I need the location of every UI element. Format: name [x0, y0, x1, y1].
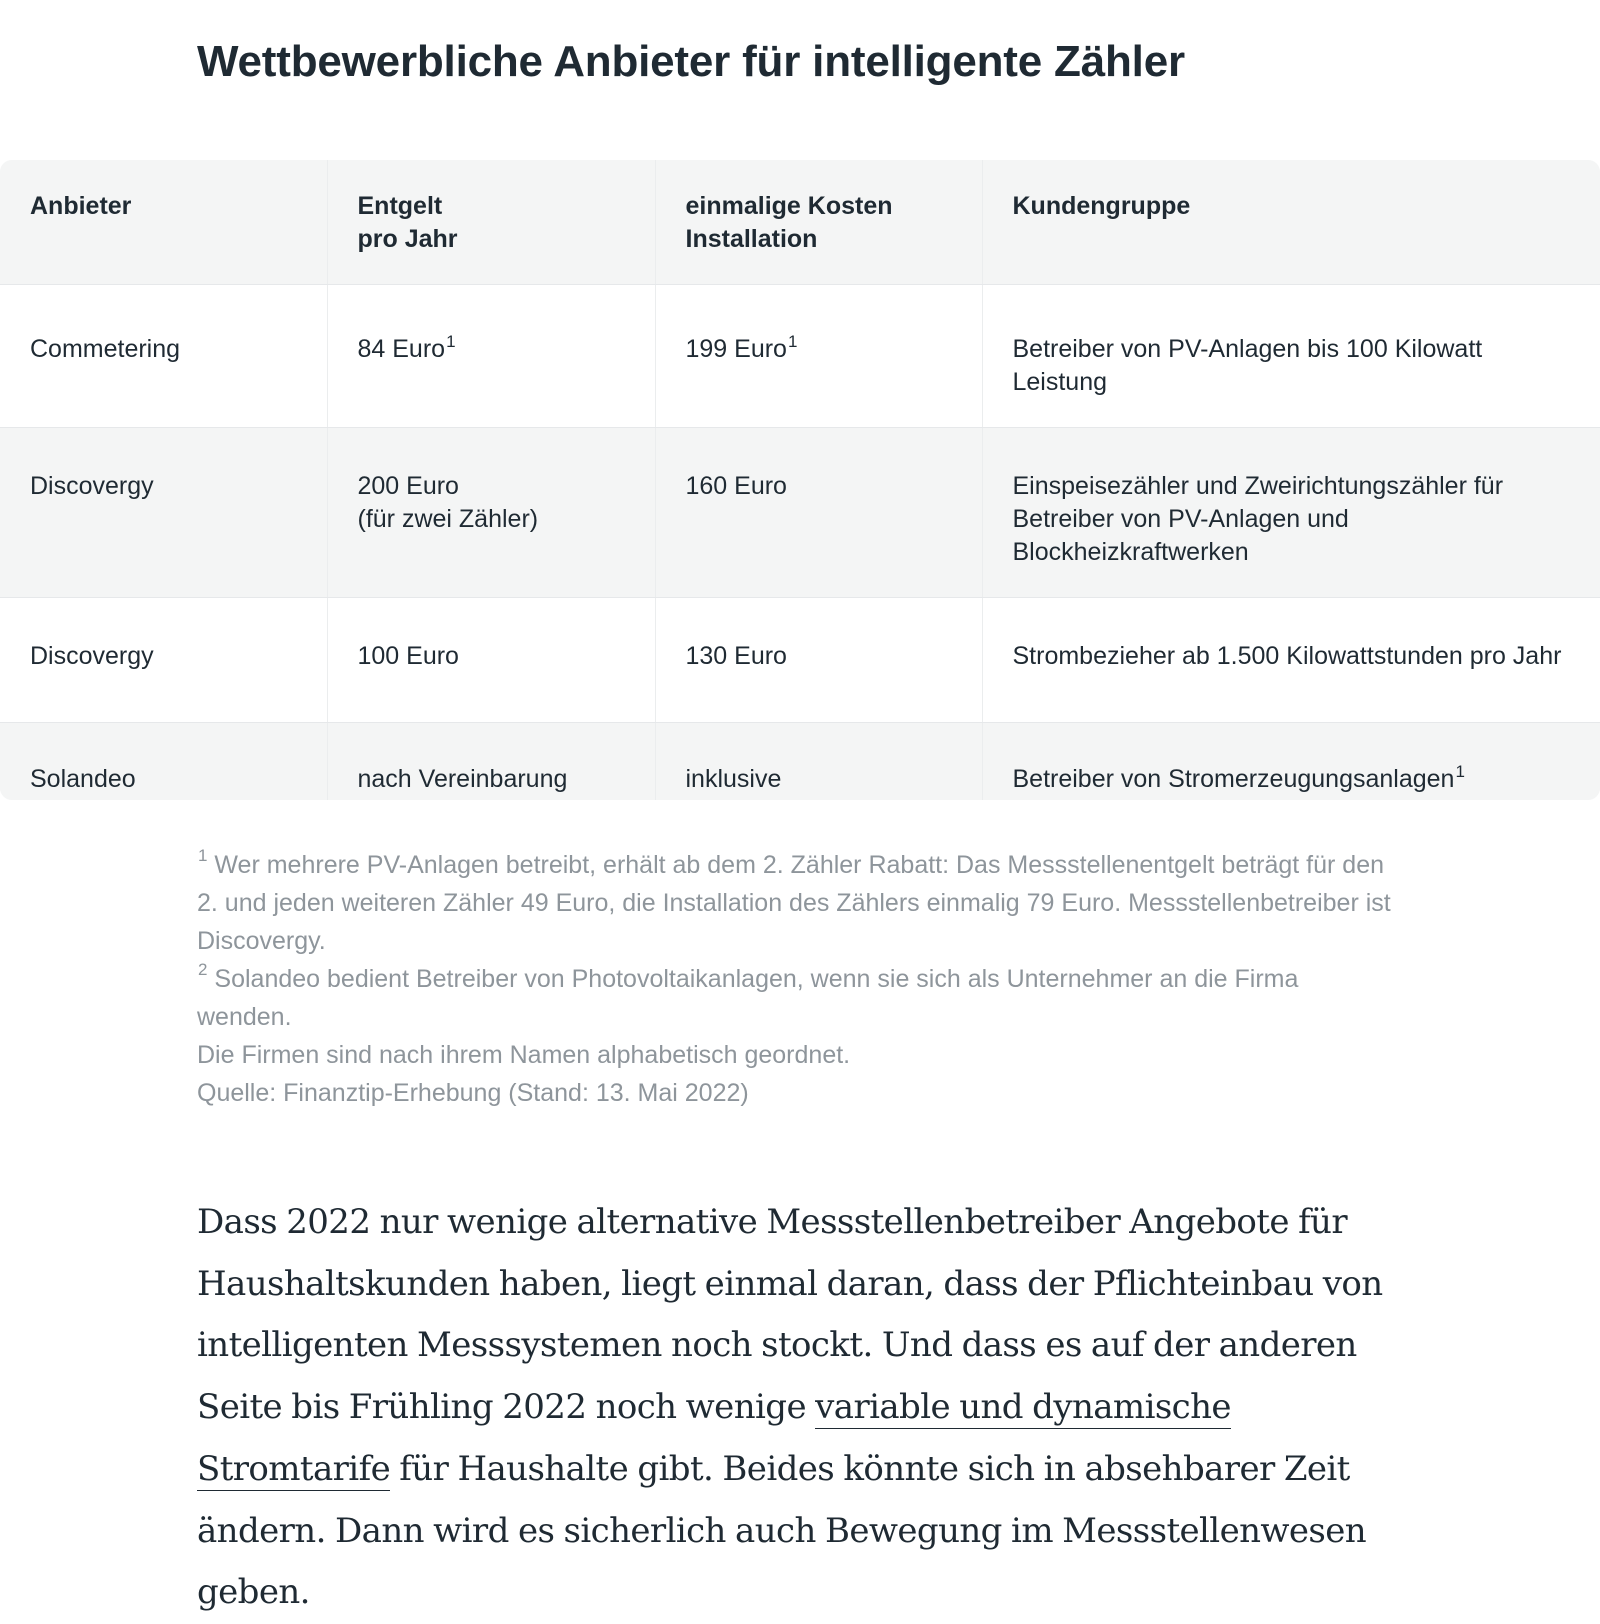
footnote-marker: 1 [198, 846, 208, 865]
header-provider [0, 160, 327, 285]
paragraph-text-start: Dass 2022 nur wenige alternative Messstellenbetreiber Angebote für Haushaltskunden haben, liegt einmal daran, dass der Pflichteinbau von intelligenten Messsystemen noch stockt. Und dass es auf der anderen Seite bis Frühling 2022 noch wenige [197, 1202, 1383, 1428]
annual-fee-value: 100 Euro [357, 642, 459, 670]
variable-tariffs-link[interactable]: variable und dynamische Stromtarife [197, 1387, 1231, 1489]
page-title: Wettbewerbliche Anbieter für intelligente Zähler [197, 37, 1185, 86]
install-cost-value: 160 Euro [685, 472, 787, 500]
customer-group-value: Betreiber von PV-Anlagen bis 100 Kilowatt Leistung [1012, 335, 1483, 396]
ordering-note: Die Firmen sind nach ihrem Namen alphabetisch geordnet. [197, 1041, 851, 1069]
cell-customer-group [982, 723, 1600, 801]
header-customer-group [982, 160, 1600, 285]
install-cost-value: 130 Euro [685, 642, 787, 670]
footnote-marker: 2 [198, 960, 208, 979]
footnote-marker: 1 [787, 332, 798, 351]
annual-fee-value: nach Vereinbarung [357, 765, 568, 793]
header-install-cost [655, 160, 982, 285]
header-annual-fee [327, 160, 655, 285]
cell-install-cost [655, 723, 982, 801]
cell-provider [0, 428, 327, 598]
table-row [0, 428, 1600, 598]
footnote-2 [197, 960, 1397, 1036]
cell-customer-group [982, 428, 1600, 598]
footnote-1 [197, 846, 1397, 960]
providers-table-container [0, 160, 1600, 800]
install-cost-value: inklusive [685, 765, 782, 793]
provider-name: Commetering [30, 335, 181, 363]
annual-fee-note: (für zwei Zähler) [357, 505, 539, 533]
table-row [0, 598, 1600, 723]
cell-customer-group [982, 598, 1600, 723]
cell-customer-group [982, 285, 1600, 428]
cell-annual-fee [327, 428, 655, 598]
customer-group-value: Betreiber von Stromerzeugungsanlagen [1012, 765, 1455, 793]
providers-table [0, 160, 1600, 800]
cell-install-cost [655, 428, 982, 598]
cell-provider [0, 598, 327, 723]
article-paragraph [197, 1192, 1417, 1624]
table-row [0, 285, 1600, 428]
header-annual-fee-line2: pro Jahr [357, 225, 458, 253]
table-row [0, 723, 1600, 801]
table-header-row [0, 160, 1600, 285]
provider-name: Discovergy [30, 642, 154, 670]
footnote-marker: 1 [446, 332, 456, 351]
annual-fee-value: 84 Euro [357, 335, 446, 363]
footnote-2-text: Solandeo bedient Betreiber von Photovoltaikanlagen, wenn sie sich als Unternehmer an die Firma wenden. [197, 965, 1299, 1031]
paragraph-text-end: für Haushalte gibt. Beides könnte sich in absehbarer Zeit ändern. Dann wird es sicherlich auch Bewegung im Messstellenwesen geben. [197, 1448, 1367, 1613]
header-provider-label: Anbieter [30, 192, 132, 220]
footnote-marker: 1 [1455, 762, 1465, 781]
source-note: Quelle: Finanztip-Erhebung (Stand: 13. Mai 2022) [197, 1079, 749, 1107]
customer-group-value: Strombezieher ab 1.500 Kilowattstunden pro Jahr [1012, 642, 1562, 670]
header-customer-group-label: Kundengruppe [1012, 192, 1191, 220]
cell-provider [0, 285, 327, 428]
header-annual-fee-line1: Entgelt [357, 192, 443, 220]
cell-install-cost [655, 285, 982, 428]
table-footnotes [197, 846, 1397, 1112]
cell-annual-fee [327, 285, 655, 428]
header-install-cost-line1: einmalige Kosten [685, 192, 893, 220]
cell-install-cost [655, 598, 982, 723]
footnote-1-text: Wer mehrere PV-Anlagen betreibt, erhält ab dem 2. Zähler Rabatt: Das Messstellenentgelt beträgt für den 2. und jeden weiteren Zähler 49 Euro, die Installation des Zählers einmalig 79 Euro. Messstellenbetreiber ist Discovergy. [197, 851, 1391, 955]
annual-fee-value: 200 Euro [357, 472, 459, 500]
header-install-cost-line2: Installation [685, 225, 818, 253]
install-cost-value: 199 Euro [685, 335, 787, 363]
provider-name: Solandeo [30, 765, 136, 793]
provider-name: Discovergy [30, 472, 154, 500]
cell-provider [0, 723, 327, 801]
customer-group-value: Einspeisezähler und Zweirichtungszähler für Betreiber von PV-Anlagen und Blockheizkraftwerken [1012, 472, 1504, 566]
cell-annual-fee [327, 723, 655, 801]
cell-annual-fee [327, 598, 655, 723]
